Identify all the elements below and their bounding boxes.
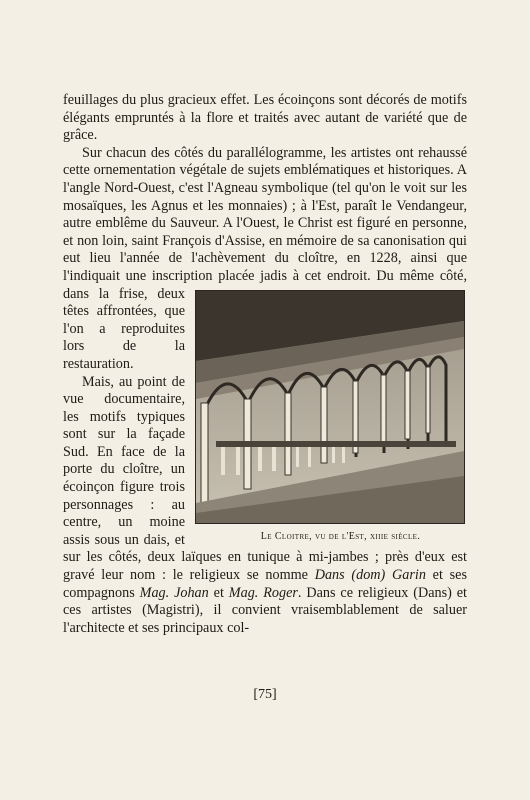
paragraph-2-text: Sur chacun des côtés du parallélogramme, les artistes ont rehaussé cette ornementation végétale de sujets emblématiques et historiques. A l'angle Nord-Ouest, c'est l'Agneau symbolique (tel qu'on le voit sur les mosaïques, les Agnus et les monnaies) ; à l'Est, paraît le Vendangeur, autre emblême du Sauveur. A l'Ouest, le Christ est figuré en personne, et non loin, saint François d'Assise, en mémoire de sa canonisation qui eut lieu l'année de l'achèvement du cloître, en 1228, ainsi que l'indiquait une inscription (63, 144, 467, 284)
figure-caption: Le Cloitre, vu de l'Est, xiiie siècle. (260, 530, 421, 542)
paragraph-3-text-4: . Dans ce religieux (Dans) et ces artistes (Magistri), il convient vraisemblablement de saluer l'architecte et ses principaux col- (63, 584, 467, 636)
name-mag-johan: Mag. Johan (139, 584, 209, 601)
name-dans-garin: Dans (dom) Garin (314, 567, 426, 584)
paragraph-2-text-cont: placée jadis à cet endroit. Du même côté, dans la frise, deux têtes affrontées, que l'on a reproduites lors de la restauration. (63, 267, 467, 372)
name-mag-roger: Mag. Roger (228, 584, 298, 601)
page-number: [75] (253, 687, 277, 702)
paragraph-3-text: Mais, au point de vue documentaire, les motifs typiques sont sur la façade Sud. En face de la porte du cloître, un écoinçon figure trois personnages : au centre, un moine assis sous un dais, et sur les côtés, deux laïques en tunique à mi-jambes ; près d'eux est gravé leur nom : le religieux se nomme (63, 373, 467, 584)
paragraph-1: feuillages du plus gracieux effet. Les écoinçons sont décorés de motifs élégants empruntés à la flore et traités avec autant de variété que de grâce. (63, 92, 467, 144)
cloister-figure (195, 290, 467, 543)
cloister-photograph (195, 290, 465, 524)
paragraph-3-text-3: et (208, 584, 229, 601)
paragraph-3-text-2: et ses compagnons (63, 567, 467, 601)
body-text (63, 92, 467, 637)
